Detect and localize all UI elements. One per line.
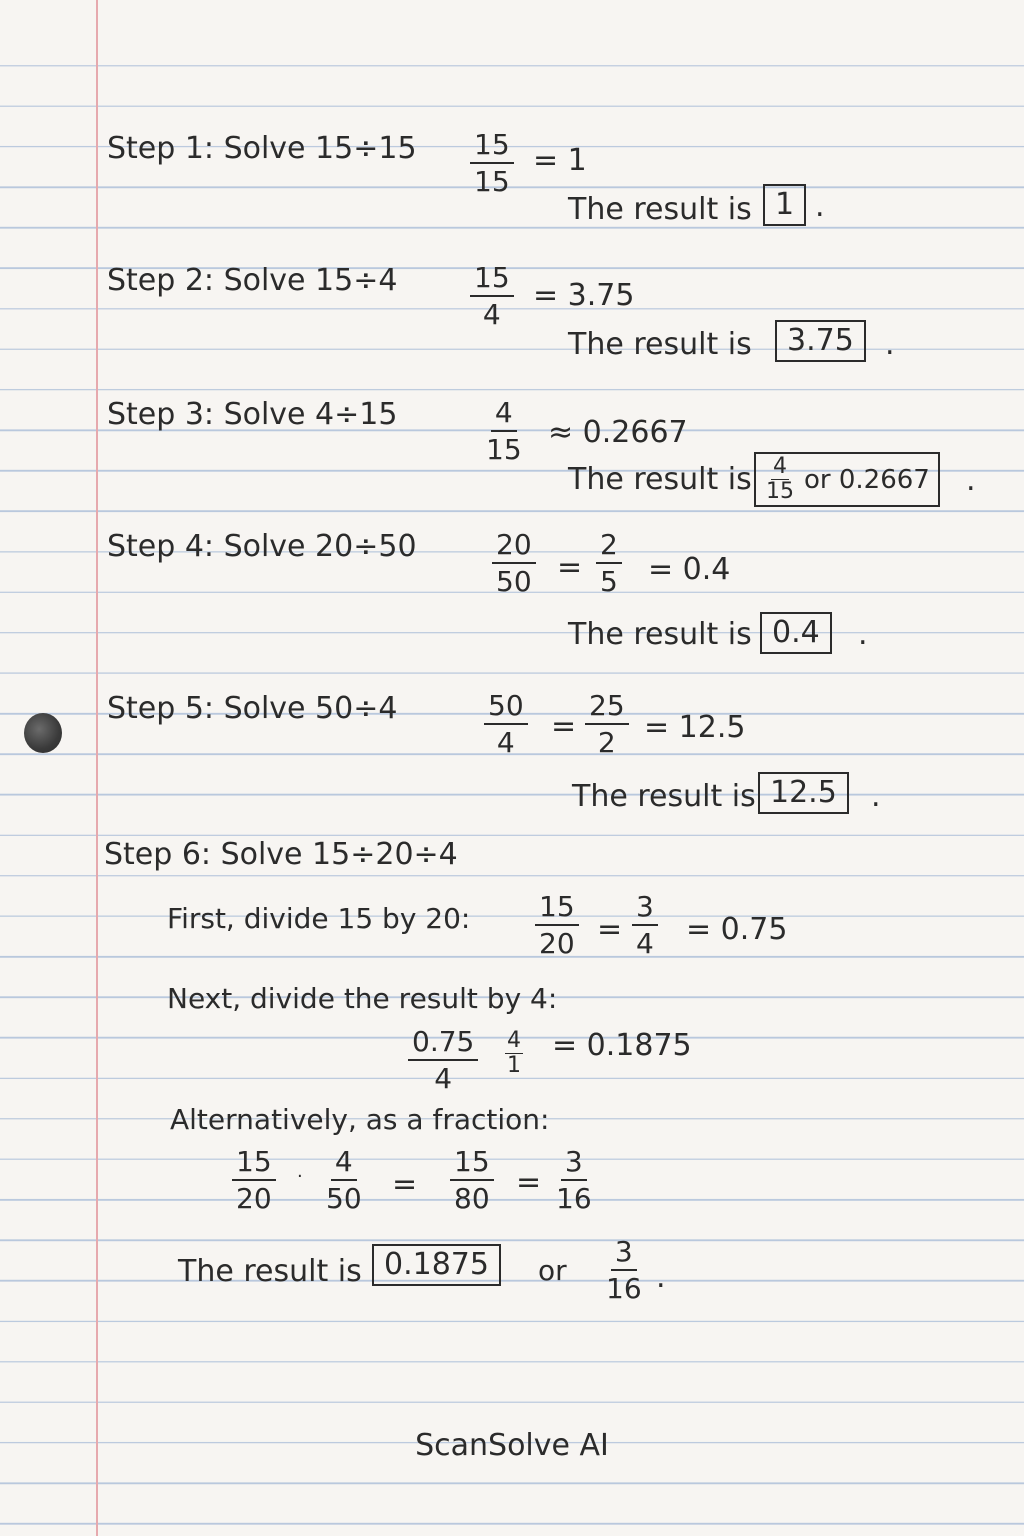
step6-next-fraction-2-denominator: 1 [507, 1053, 521, 1078]
step2-fraction-numerator: 15 [470, 264, 514, 297]
step4-result-box: 0.4 [760, 612, 832, 654]
footer-brand: ScanSolve AI [415, 1428, 609, 1463]
step6-alt-fraction-1-numerator: 15 [232, 1148, 276, 1181]
step6-next-fraction-2-numerator: 4 [507, 1028, 521, 1053]
step5-label: Step 5: Solve 50÷4 [107, 691, 398, 726]
step4-period: . [858, 617, 868, 652]
step5-fraction-1-numerator: 50 [484, 692, 528, 725]
step5-operator: = [551, 709, 577, 744]
step1-fraction-denominator: 15 [474, 165, 510, 198]
step5-fraction-1-denominator: 4 [496, 726, 515, 759]
step3-result-denominator: 15 [766, 479, 794, 504]
step3-result-fraction [764, 456, 796, 503]
step6-result-fraction [602, 1235, 646, 1305]
step6-alt-operator-3: = [516, 1165, 542, 1200]
step1-fraction [470, 128, 514, 198]
step6-alt-fraction-4-denominator: 16 [556, 1182, 592, 1215]
step6-alt-fraction-4-numerator: 3 [561, 1148, 587, 1181]
step6-next-fraction-1-numerator: 0.75 [408, 1028, 478, 1061]
step5-result-box: 12.5 [758, 772, 849, 814]
step6-result-box: 0.1875 [372, 1244, 501, 1286]
step6-first-operator: = [597, 912, 623, 947]
step6-alt-fraction-3-numerator: 15 [450, 1148, 494, 1181]
step6-next-text: Next, divide the result by 4: [167, 982, 558, 1015]
step1-fraction-numerator: 15 [470, 131, 514, 164]
step6-first-fraction-1 [535, 890, 579, 960]
margin-line [96, 0, 98, 1536]
step5-fraction-2-denominator: 2 [597, 726, 616, 759]
step6-next-fraction-1 [408, 1025, 478, 1095]
step3-result-value: or 0.2667 [804, 464, 930, 495]
step6-alt-fraction-1 [232, 1145, 276, 1215]
step6-alt-fraction-2-numerator: 4 [331, 1148, 357, 1181]
step4-equals: = 0.4 [648, 552, 731, 587]
step2-result-prefix: The result is [568, 327, 752, 362]
step6-alt-fraction-4 [552, 1145, 596, 1215]
step3-fraction [482, 396, 526, 466]
step4-fraction-1-denominator: 50 [496, 565, 532, 598]
step3-label: Step 3: Solve 4÷15 [107, 397, 398, 432]
punch-hole [24, 713, 62, 753]
step6-alt-fraction-3 [450, 1145, 494, 1215]
step5-fraction-1 [484, 689, 528, 759]
step3-result-prefix: The result is [568, 462, 752, 497]
step6-result-prefix: The result is [178, 1254, 362, 1289]
step6-first-fraction-1-denominator: 20 [539, 927, 575, 960]
step2-label: Step 2: Solve 15÷4 [107, 263, 398, 298]
step6-first-fraction-2-denominator: 4 [636, 927, 654, 960]
step1-period: . [815, 189, 825, 224]
step6-next-fraction-2 [505, 1030, 523, 1077]
step6-label: Step 6: Solve 15÷20÷4 [104, 837, 458, 872]
step5-period: . [871, 779, 881, 814]
step4-fraction-2 [596, 528, 622, 598]
step6-first-text: First, divide 15 by 20: [167, 902, 471, 935]
step6-first-fraction-2-numerator: 3 [632, 893, 658, 926]
step2-fraction-denominator: 4 [482, 298, 501, 331]
step3-fraction-numerator: 4 [491, 399, 517, 432]
step3-result-box [754, 452, 940, 507]
step6-alt-fraction-2-denominator: 50 [326, 1182, 362, 1215]
step4-fraction-1 [492, 528, 536, 598]
step6-result-or: or [538, 1254, 567, 1287]
step4-result-prefix: The result is [568, 617, 752, 652]
step3-result-numerator: 4 [773, 454, 787, 479]
step4-label: Step 4: Solve 20÷50 [107, 529, 417, 564]
step1-equals: = 1 [533, 143, 587, 178]
step6-result-fraction-numerator: 3 [611, 1238, 637, 1271]
step1-result-box: 1 [763, 184, 806, 226]
step6-first-fraction-1-numerator: 15 [535, 893, 579, 926]
step6-next-equals: = 0.1875 [552, 1028, 692, 1063]
step2-result-box: 3.75 [775, 320, 866, 362]
step5-fraction-2 [585, 689, 629, 759]
step6-next-fraction-1-denominator: 4 [434, 1062, 453, 1095]
step5-result-prefix: The result is [572, 779, 756, 814]
step4-fraction-2-denominator: 5 [600, 565, 618, 598]
step6-alt-text: Alternatively, as a fraction: [170, 1103, 550, 1136]
step2-fraction [470, 261, 514, 331]
step5-fraction-2-numerator: 25 [585, 692, 629, 725]
step3-period: . [966, 463, 976, 498]
step2-equals: = 3.75 [533, 278, 635, 313]
step5-equals: = 12.5 [644, 710, 746, 745]
step1-label: Step 1: Solve 15÷15 [107, 131, 417, 166]
step6-alt-fraction-3-denominator: 80 [454, 1182, 490, 1215]
step6-alt-fraction-2 [322, 1145, 366, 1215]
step3-approx: ≈ 0.2667 [548, 415, 688, 450]
step6-alt-operator-2: = [392, 1167, 418, 1202]
step6-first-fraction-2 [632, 890, 658, 960]
step1-result-prefix: The result is [568, 192, 752, 227]
step3-fraction-denominator: 15 [486, 433, 522, 466]
step6-result-fraction-denominator: 16 [606, 1272, 642, 1305]
step4-fraction-1-numerator: 20 [492, 531, 536, 564]
step4-operator: = [557, 550, 583, 585]
step4-fraction-2-numerator: 2 [596, 531, 622, 564]
step6-first-equals: = 0.75 [686, 912, 788, 947]
step6-alt-fraction-1-denominator: 20 [236, 1182, 272, 1215]
step6-alt-operator-1: · [297, 1166, 303, 1187]
step2-period: . [885, 327, 895, 362]
step6-period: . [656, 1260, 666, 1295]
